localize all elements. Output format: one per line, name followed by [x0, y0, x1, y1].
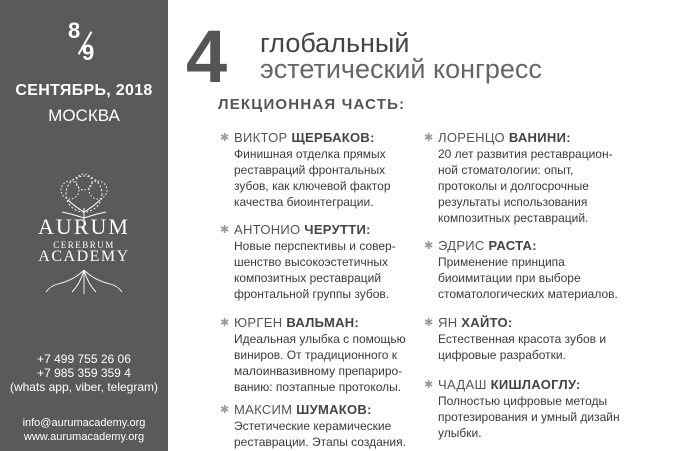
lecture-item: [220, 315, 439, 395]
phone-2[interactable]: +7 985 359 359 4: [37, 366, 131, 380]
lecture-item: [424, 315, 643, 363]
speaker-last-name: ЧЕРУТТИ:: [304, 222, 371, 237]
bullet-star-icon: ✱: [220, 404, 230, 416]
lecture-item: [220, 222, 439, 302]
speaker-name: [234, 315, 439, 331]
lecture-item: [220, 402, 439, 450]
sidebar-panel: [0, 0, 168, 451]
lecture-topic-line: шенство высокоэстетичных: [234, 255, 389, 269]
lecture-item: [424, 238, 643, 302]
congress-number: 4: [186, 15, 228, 98]
brand-academy: ACADEMY: [38, 248, 130, 265]
bullet-star-icon: ✱: [424, 379, 434, 391]
speaker-first-name: ЛОРЕНЦО: [438, 130, 509, 145]
brand-name: AURUM: [38, 214, 130, 239]
speaker-name: [438, 130, 643, 146]
lecture-topic-line: зубов, как ключевой фактор: [234, 179, 391, 193]
lecture-topic-line: Применение принципа: [438, 255, 565, 269]
date-day-start: 8: [68, 18, 81, 43]
lecture-topic-line: 20 лет развития реставрацион-: [438, 147, 613, 161]
speaker-last-name: ЩЕРБАКОВ:: [291, 130, 375, 145]
lecture-topic-line: Естественная красота зубов и: [438, 332, 607, 346]
lecture-topic-line: цифровые разработки.: [438, 348, 566, 362]
speaker-name: [234, 130, 439, 146]
lecture-topic-line: Эстетические керамические: [234, 419, 392, 433]
main-panel: [168, 0, 685, 451]
date-day-end: 9: [82, 40, 95, 65]
messengers-note: (whats app, viber, telegram): [9, 380, 159, 394]
phone-1[interactable]: +7 499 755 26 06: [37, 352, 131, 366]
speaker-first-name: МАКСИМ: [234, 402, 297, 417]
lecture-topic-line: реставраций фронтальных: [234, 163, 386, 177]
lecture-topic-line: композитных реставраций.: [438, 211, 589, 225]
bullet-star-icon: ✱: [220, 132, 230, 144]
lecture-topic-line: протоколы и долгосрочные: [438, 179, 589, 193]
speaker-last-name: ХАЙТО:: [461, 315, 513, 330]
title-line-2: эстетический конгресс: [260, 54, 542, 84]
bullet-star-icon: ✱: [424, 240, 434, 252]
speaker-name: [438, 238, 643, 254]
speaker-first-name: ЭДРИС: [438, 238, 489, 253]
speaker-last-name: ШУМАКОВ:: [296, 402, 372, 417]
lecture-topic-line: ной стоматологии: опыт,: [438, 163, 574, 177]
section-title: ЛЕКЦИОННАЯ ЧАСТЬ:: [218, 96, 406, 113]
contact-block: [0, 352, 168, 394]
lecture-topic-line: виниров. От традиционного к: [234, 348, 398, 362]
lecture-topic-line: ванию: поэтапные протоколы.: [234, 380, 402, 394]
bullet-star-icon: ✱: [220, 317, 230, 329]
bullet-star-icon: ✱: [424, 317, 434, 329]
lecture-topic-line: малоинвазивному препариро-: [234, 364, 403, 378]
lecture-topic-line: Полностью цифровые методы: [438, 394, 608, 408]
speaker-name: [234, 402, 439, 418]
lecture-topic-line: протезирования и умный дизайн: [438, 410, 620, 424]
speaker-last-name: КИШЛАОГЛУ:: [490, 377, 581, 392]
lecture-topic-line: улыбки.: [438, 426, 482, 440]
lecture-item: [424, 377, 643, 441]
lecture-topic-line: Финишная отделка прямых: [234, 147, 386, 161]
speaker-first-name: АНТОНИО: [234, 222, 305, 237]
speaker-last-name: РАСТА:: [488, 238, 537, 253]
lecture-topic-line: Новые перспективы и совер-: [234, 239, 396, 253]
lecture-topic-line: результаты использования: [438, 195, 588, 209]
lecture-item: [424, 130, 643, 226]
web-contacts: [0, 416, 168, 444]
speaker-name: [234, 222, 439, 238]
lecture-topic-line: фронтальной группы зубов.: [234, 287, 390, 301]
title-line-1: глобальный: [260, 28, 410, 58]
root-ornament-icon: [44, 270, 124, 296]
event-date-fraction: [64, 18, 104, 70]
bullet-star-icon: ✱: [220, 224, 230, 236]
lecture-topic-line: композитных реставраций: [234, 271, 382, 285]
lecture-topic-line: качества биоинтеграции.: [234, 195, 374, 209]
bullet-star-icon: ✱: [424, 132, 434, 144]
event-city: МОСКВА: [48, 106, 120, 125]
speaker-name: [438, 315, 643, 331]
speaker-first-name: ЯН: [438, 315, 462, 330]
lecture-topic-line: стоматологических материалов.: [438, 287, 618, 301]
event-month-year: СЕНТЯБРЬ, 2018: [15, 82, 153, 99]
speaker-name: [438, 377, 643, 393]
lecture-topic-line: Идеальная улыбка с помощью: [234, 332, 406, 346]
speaker-first-name: ЮРГЕН: [234, 315, 287, 330]
lecture-topic-line: биоимитации при выборе: [438, 271, 581, 285]
brand-subtitle: CEREBRUM: [53, 240, 115, 250]
website-link[interactable]: www.aurumacademy.org: [23, 431, 145, 443]
speaker-first-name: ЧАДАШ: [438, 377, 491, 392]
lecture-item: [220, 130, 439, 210]
email-link[interactable]: info@aurumacademy.org: [22, 417, 146, 429]
speaker-last-name: ВАЛЬМАН:: [286, 315, 360, 330]
speaker-last-name: ВАНИНИ:: [508, 130, 571, 145]
lecture-topic-line: реставрации. Этапы создания.: [234, 435, 406, 449]
speaker-first-name: ВИКТОР: [234, 130, 292, 145]
